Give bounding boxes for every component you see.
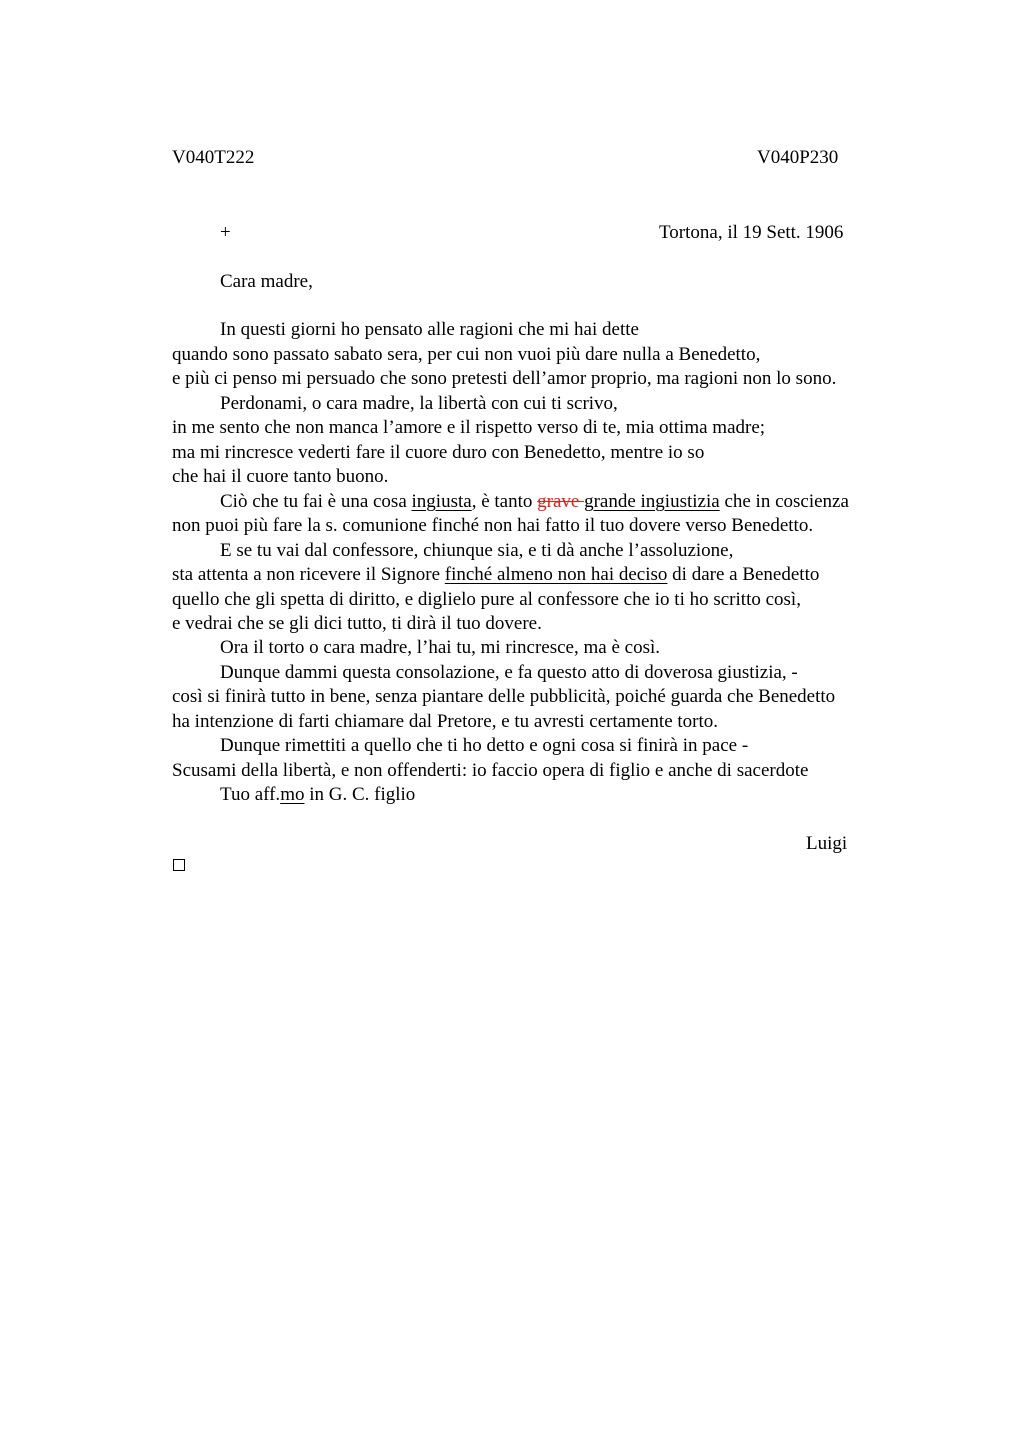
underlined-abbrev: mo [280,784,305,805]
letter-cross: + [220,222,231,243]
body-line: Perdonami, o cara madre, la libertà con cui ti scrivo, [220,393,618,414]
body-line: non puoi più fare la s. comunione finché non hai fatto il tuo dovere verso Benedetto. [172,515,814,536]
underlined-word: ingiusta [411,491,472,512]
text-run: sta attenta a non ricevere il Signore [172,564,445,585]
body-line: Scusami della libertà, e non offenderti: io faccio opera di figlio e anche di sacerdote [172,760,809,781]
underlined-phrase: grande ingiustizia [584,491,720,512]
empty-square-icon [173,859,185,871]
text-run: in G. C. figlio [304,784,416,805]
body-line: e vedrai che se gli dici tutto, ti dirà il tuo dovere. [172,613,542,634]
text-run: Tuo aff. [220,784,281,805]
underlined-phrase: finché almeno non hai deciso [444,564,668,585]
body-line: ha intenzione di farti chiamare dal Pretore, e tu avresti certamente torto. [172,711,719,732]
text-run: che in coscienza [719,491,849,512]
body-line: Ora il torto o cara madre, l’hai tu, mi rincresce, ma è così. [220,637,660,658]
body-line: che hai il cuore tanto buono. [172,466,389,487]
body-line: Dunque rimettiti a quello che ti ho detto e ogni cosa si finirà in pace - [220,735,749,756]
text-run: , è tanto [471,491,538,512]
body-line: E se tu vai dal confessore, chiunque sia, e ti dà anche l’assoluzione, [220,540,734,561]
header-left-code: V040T222 [172,147,255,168]
body-line: così si finirà tutto in bene, senza piantare delle pubblicità, poiché guarda che Benedetto [172,686,836,707]
body-line [220,490,849,514]
struck-word: grave [537,491,585,512]
body-line: quello che gli spetta di diritto, e diglielo pure al confessore che io ti ho scritto così, [172,589,801,610]
body-line: in me sento che non manca l’amore e il rispetto verso di te, mia ottima madre; [172,417,766,438]
text-run: Ciò che tu fai è una cosa [220,491,412,512]
body-line: e più ci penso mi persuado che sono pretesti dell’amor proprio, ma ragioni non lo sono. [172,368,837,389]
letter-salutation: Cara madre, [220,271,313,292]
text-run: di dare a Benedetto [667,564,820,585]
letter-place-date: Tortona, il 19 Sett. 1906 [659,222,844,243]
signature: Luigi [806,833,848,854]
body-line: Dunque dammi questa consolazione, e fa questo atto di doverosa giustizia, - [220,662,798,683]
header-right-code: V040P230 [757,147,839,168]
body-line: ma mi rincresce vederti fare il cuore duro con Benedetto, mentre io so [172,442,705,463]
closing-line [220,783,415,807]
body-line: quando sono passato sabato sera, per cui non vuoi più dare nulla a Benedetto, [172,344,761,365]
body-line [172,563,819,587]
body-line: In questi giorni ho pensato alle ragioni che mi hai dette [220,319,639,340]
